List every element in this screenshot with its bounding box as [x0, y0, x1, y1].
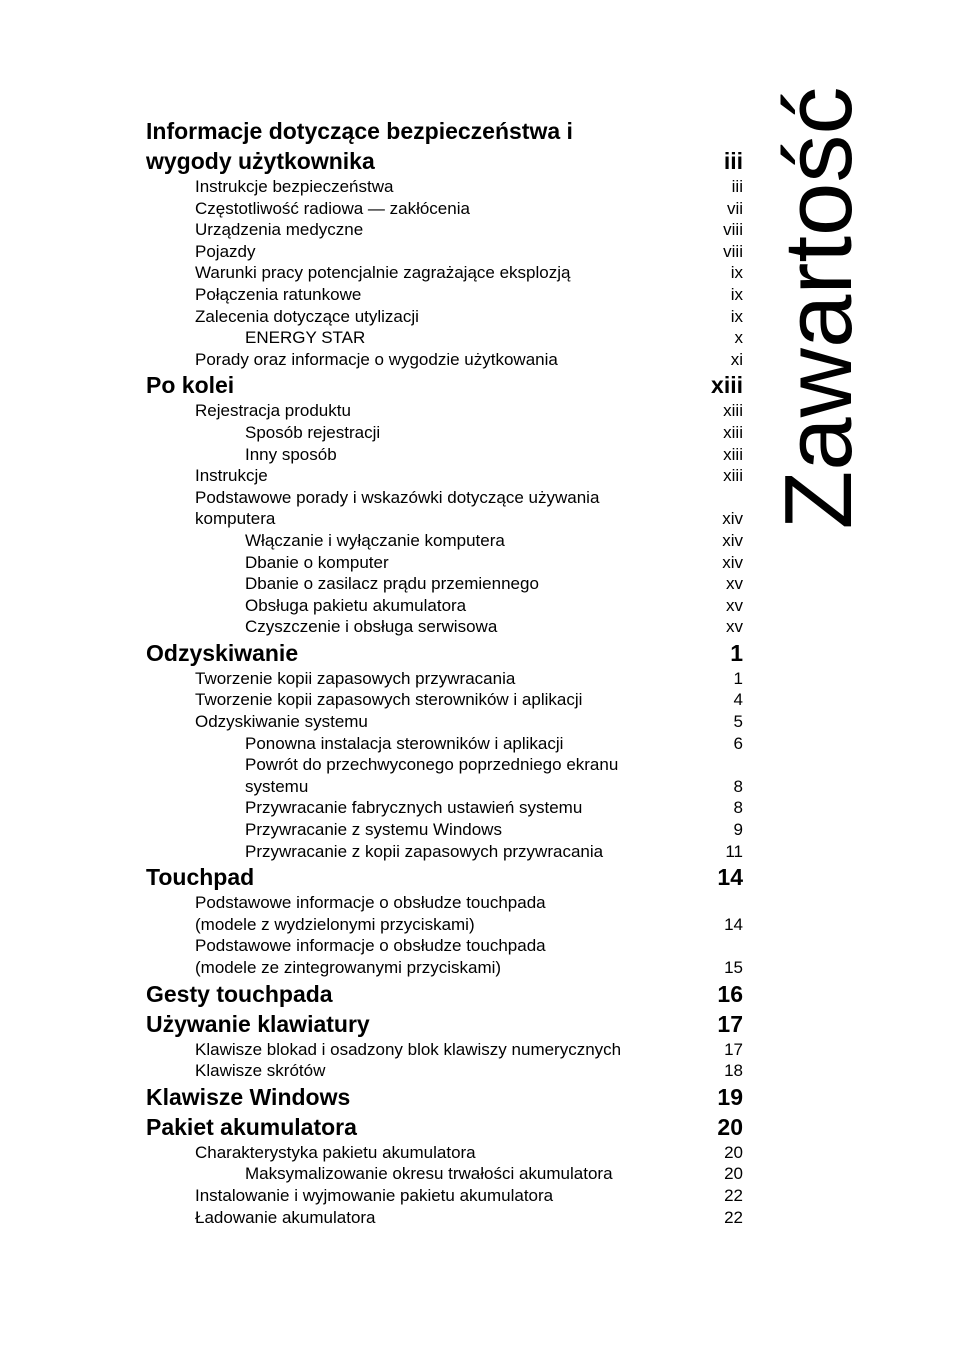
toc-page-number: 17 [717, 1010, 743, 1037]
toc-page-number: viii [723, 241, 743, 261]
toc-entry-title: Przywracanie z systemu Windows [245, 820, 502, 840]
toc-chapter[interactable] [146, 116, 743, 176]
toc-entry-title: Dbanie o zasilacz prądu przemiennego [245, 574, 539, 594]
toc-page-number: xiv [722, 509, 743, 529]
toc-page-number: ix [730, 306, 743, 326]
toc-entry-title: Informacje dotyczące bezpieczeństwa i wygody użytkownika [146, 118, 573, 174]
toc-page-number: xi [730, 349, 743, 369]
toc-page-number: 16 [717, 980, 743, 1007]
toc-entry-title: Pojazdy [195, 241, 256, 261]
toc-page-number: 22 [724, 1207, 743, 1227]
toc-entry[interactable] [146, 892, 743, 935]
toc-page-number: xv [726, 617, 743, 637]
toc-entry[interactable] [146, 573, 743, 595]
toc-entry-title: Podstawowe informacje o obsłudze touchpada (modele z wydzielonymi przyciskami) [195, 893, 546, 934]
toc-entry-title: Przywracanie z kopii zapasowych przywracania [245, 841, 604, 861]
toc-entry-title: Używanie klawiatury [146, 1010, 370, 1037]
toc-page-number: xiv [722, 552, 743, 572]
toc-entry[interactable] [146, 935, 743, 978]
toc-entry[interactable] [146, 284, 743, 306]
toc-page-number: xiii [723, 444, 743, 464]
toc-entry-title: Instalowanie i wyjmowanie pakietu akumulatora [195, 1185, 554, 1205]
toc-page-number: 20 [724, 1142, 743, 1162]
toc-entry-title: Klawisze Windows [146, 1083, 351, 1110]
toc-entry-title: Włączanie i wyłączanie komputera [245, 530, 505, 550]
toc-page-number: 4 [733, 690, 743, 710]
toc-entry[interactable] [146, 1039, 743, 1061]
toc-page-number: ix [730, 263, 743, 283]
toc-entry-title: Inny sposób [245, 444, 337, 464]
toc-entry-title: Dbanie o komputer [245, 552, 389, 572]
toc-entry-title: Rejestracja produktu [195, 401, 351, 421]
table-of-contents [146, 116, 743, 1228]
toc-page-number: ix [730, 284, 743, 304]
toc-page-number: 14 [717, 864, 743, 891]
toc-entry[interactable] [146, 754, 743, 797]
toc-entry-title: Ponowna instalacja sterowników i aplikacji [245, 733, 564, 753]
toc-page-number: 20 [717, 1113, 743, 1140]
toc-entry[interactable] [146, 668, 743, 690]
toc-entry-title: Odzyskiwanie [146, 639, 299, 666]
page-title-text: Zawartość [764, 86, 872, 529]
toc-page-number: 6 [733, 733, 743, 753]
toc-entry[interactable] [146, 733, 743, 755]
toc-page-number: 11 [725, 841, 743, 861]
toc-entry[interactable] [146, 422, 743, 444]
toc-entry[interactable] [146, 198, 743, 220]
toc-page-number: 9 [733, 820, 743, 840]
toc-entry-title: Warunki pracy potencjalnie zagrażające eksplozją [195, 263, 571, 283]
toc-page-number: xiii [711, 372, 743, 399]
toc-page-number: viii [723, 220, 743, 240]
toc-page-number: 22 [724, 1185, 743, 1205]
toc-page-number: xv [726, 574, 743, 594]
toc-page-number: 18 [724, 1061, 743, 1081]
toc-entry-title: Częstotliwość radiowa — zakłócenia [195, 198, 470, 218]
toc-page-number: vii [726, 198, 743, 218]
toc-entry-title: Połączenia ratunkowe [195, 284, 362, 304]
toc-chapter[interactable] [146, 979, 743, 1009]
toc-entry[interactable] [146, 219, 743, 241]
toc-entry[interactable] [146, 711, 743, 733]
toc-page-number: xv [726, 595, 743, 615]
toc-page-number: 20 [724, 1164, 743, 1184]
toc-chapter[interactable] [146, 638, 743, 668]
toc-entry[interactable] [146, 1207, 743, 1229]
toc-entry[interactable] [146, 1163, 743, 1185]
page-title [756, 86, 881, 529]
toc-entry-title: Gesty touchpada [146, 980, 333, 1007]
toc-entry-title: Touchpad [146, 864, 255, 891]
toc-entry-title: Charakterystyka pakietu akumulatora [195, 1142, 476, 1162]
toc-entry[interactable] [146, 530, 743, 552]
toc-entry[interactable] [146, 797, 743, 819]
toc-entry[interactable] [146, 176, 743, 198]
toc-entry[interactable] [146, 616, 743, 638]
toc-page-number: 8 [733, 798, 743, 818]
toc-entry-title: Urządzenia medyczne [195, 220, 364, 240]
toc-page-number: xiv [722, 530, 743, 550]
toc-entry[interactable] [146, 400, 743, 422]
toc-entry-title: Pakiet akumulatora [146, 1113, 357, 1140]
toc-entry[interactable] [146, 1185, 743, 1207]
toc-page-number: xiii [723, 422, 743, 442]
toc-entry-title: Powrót do przechwyconego poprzedniego ekranu systemu [245, 755, 619, 796]
toc-page-number: iii [723, 148, 743, 174]
toc-entry-title: Tworzenie kopii zapasowych sterowników i aplikacji [195, 690, 583, 710]
toc-chapter[interactable] [146, 1009, 743, 1039]
toc-page-number: xiii [723, 466, 743, 486]
toc-entry[interactable] [146, 595, 743, 617]
toc-entry[interactable] [146, 487, 743, 530]
toc-entry-title: Porady oraz informacje o wygodzie użytkowania [195, 349, 558, 369]
toc-entry-title: Maksymalizowanie okresu trwałości akumulatora [245, 1164, 613, 1184]
toc-entry[interactable] [146, 306, 743, 328]
toc-page-number: x [734, 328, 743, 348]
toc-page-number: 17 [724, 1039, 743, 1059]
toc-entry-title: Przywracanie fabrycznych ustawień systemu [245, 798, 583, 818]
toc-page-number: 8 [733, 776, 743, 796]
toc-page-number: 1 [733, 668, 743, 688]
toc-page-number: 15 [724, 958, 743, 977]
toc-entry-title: Czyszczenie i obsługa serwisowa [245, 617, 498, 637]
toc-page-number: xiii [723, 401, 743, 421]
toc-page-number: 14 [724, 914, 743, 934]
toc-page-number: iii [731, 177, 743, 196]
toc-entry[interactable] [146, 819, 743, 841]
toc-entry[interactable] [146, 689, 743, 711]
toc-entry-title: Po kolei [146, 372, 235, 399]
toc-page-number: 5 [733, 712, 743, 732]
toc-chapter[interactable] [146, 1082, 743, 1112]
toc-entry-title: Tworzenie kopii zapasowych przywracania [195, 668, 516, 688]
toc-chapter[interactable] [146, 1112, 743, 1142]
toc-chapter[interactable] [146, 370, 743, 400]
toc-chapter[interactable] [146, 862, 743, 892]
toc-page-number: 1 [730, 639, 743, 666]
toc-entry-title: Zalecenia dotyczące utylizacji [195, 306, 419, 326]
toc-entry-title: Ładowanie akumulatora [195, 1207, 376, 1227]
toc-entry-title: Instrukcje bezpieczeństwa [195, 177, 394, 196]
toc-entry-title: Instrukcje [195, 466, 268, 486]
toc-entry-title: Podstawowe porady i wskazówki dotyczące używania komputera [195, 487, 600, 529]
toc-entry-title: Odzyskiwanie systemu [195, 712, 368, 732]
toc-page-number: 19 [717, 1083, 743, 1110]
toc-entry[interactable] [146, 1142, 743, 1164]
toc-entry-title: Klawisze skrótów [195, 1061, 326, 1081]
toc-entry[interactable] [146, 327, 743, 349]
toc-entry-title: Sposób rejestracji [245, 422, 381, 442]
toc-entry[interactable] [146, 241, 743, 263]
toc-entry-title: ENERGY STAR [245, 328, 366, 348]
toc-entry-title: Obsługa pakietu akumulatora [245, 595, 467, 615]
toc-entry-title: Podstawowe informacje o obsłudze touchpada (modele ze zintegrowanymi przyciskami) [195, 936, 546, 977]
toc-entry[interactable] [146, 841, 743, 863]
toc-entry[interactable] [146, 262, 743, 284]
toc-entry[interactable] [146, 552, 743, 574]
toc-entry[interactable] [146, 444, 743, 466]
toc-entry[interactable] [146, 349, 743, 371]
toc-entry[interactable] [146, 1060, 743, 1082]
toc-entry-title: Klawisze blokad i osadzony blok klawiszy numerycznych [195, 1039, 622, 1059]
toc-entry[interactable] [146, 465, 743, 487]
